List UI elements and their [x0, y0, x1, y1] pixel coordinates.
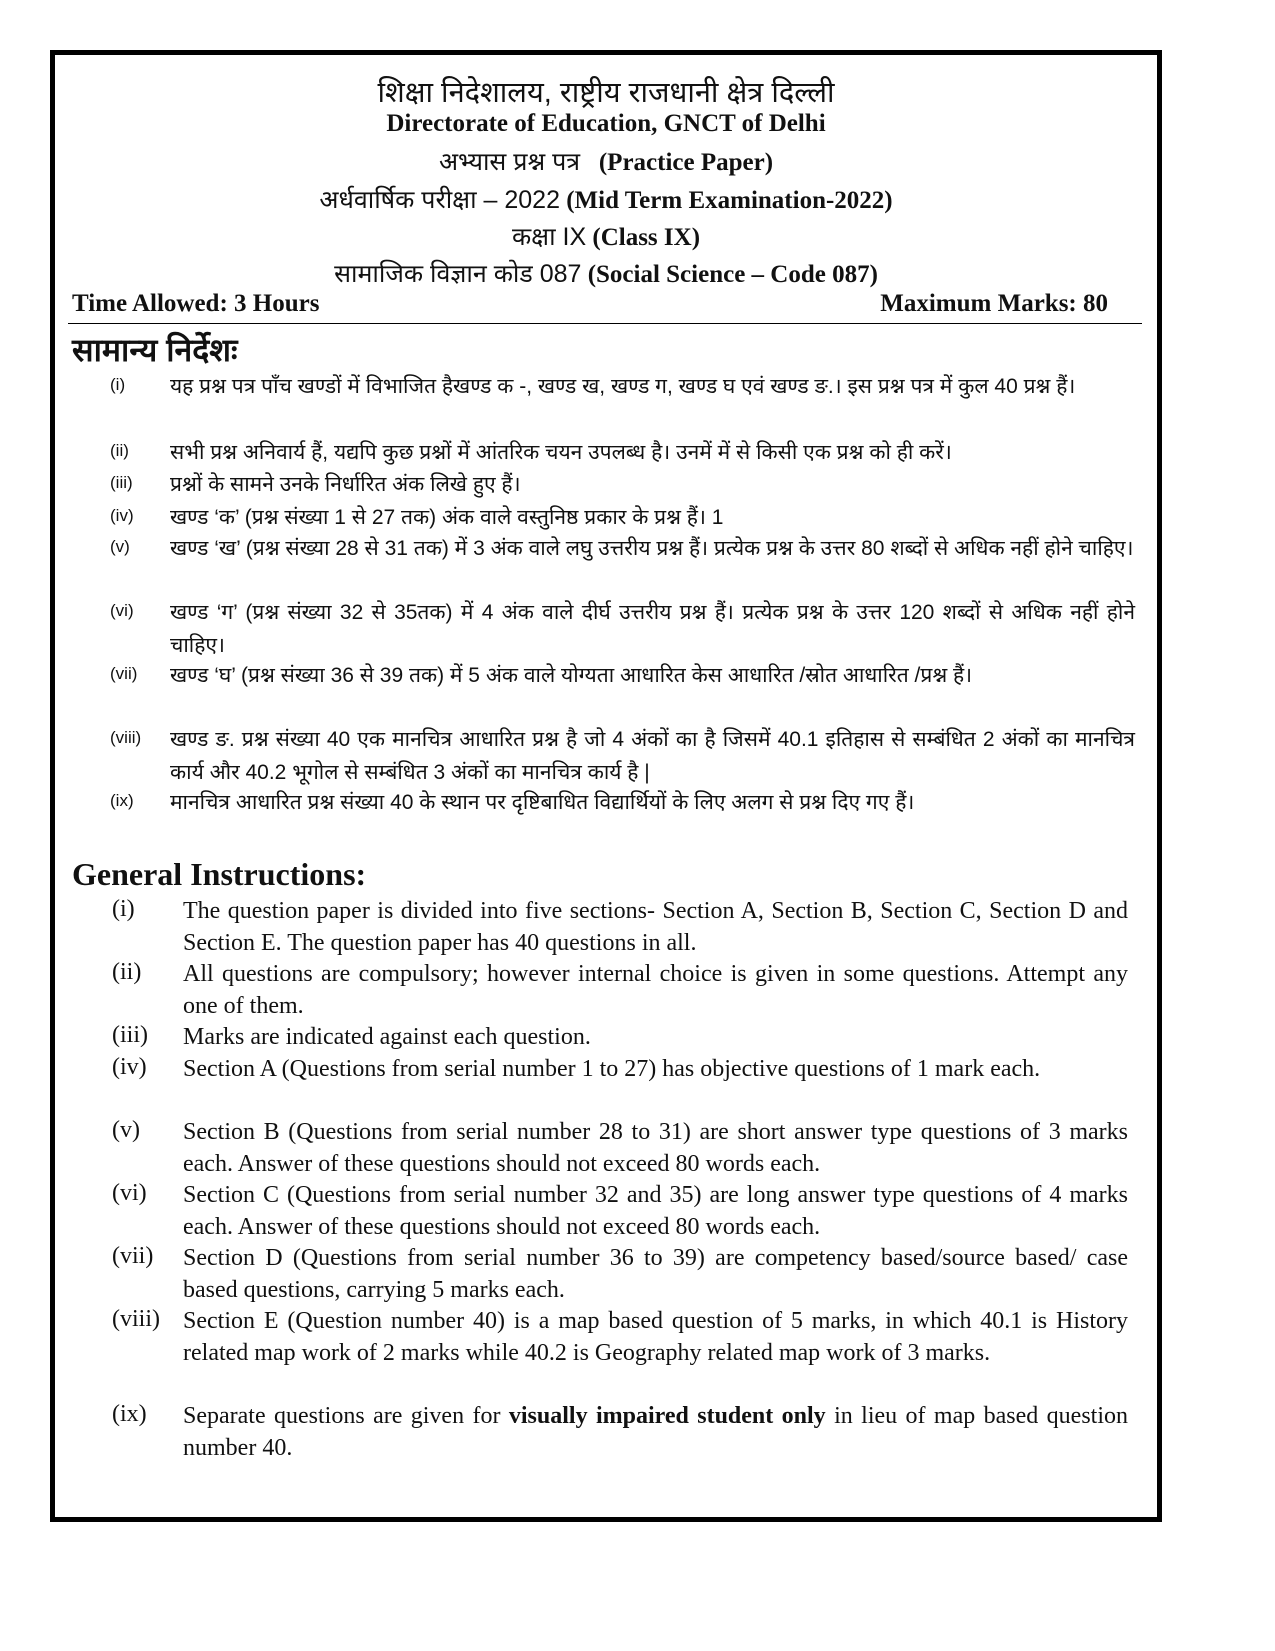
item-text: All questions are compulsory; however internal choice is given in some questions. Attempt any one of them.	[183, 961, 1128, 1019]
header-subject	[55, 256, 1157, 290]
exam-name-english: (Mid Term Examination-2022)	[566, 187, 893, 214]
item-text-after: in lieu of map based question number 40.	[183, 1403, 1128, 1461]
item-text: यह प्रश्न पत्र पाँच खण्डों में विभाजित हैखण्ड क -, खण्ड ख, खण्ड ग, खण्ड घ एवं खण्ड ङ.। इस प्रश्न पत्र में कुल 40 प्रश्न हैं।	[170, 375, 1076, 398]
item-text-before: Separate questions are given for	[183, 1403, 509, 1429]
item-number: (vi)	[112, 1180, 147, 1206]
item-number: (viii)	[110, 728, 142, 747]
item-text: मानचित्र आधारित प्रश्न संख्या 40 के स्थान पर दृष्टिबाधित विद्यार्थियों के लिए अलग से प्रश्न दिए गए हैं।	[170, 791, 915, 814]
item-number: (vi)	[110, 601, 134, 620]
item-number: (iv)	[110, 506, 134, 525]
item-text: Section B (Questions from serial number 28 to 31) are short answer type questions of 3 marks each. Answer of these questions should not exceed 80 words each.	[183, 1119, 1128, 1177]
practice-paper-hindi: अभ्यास प्रश्न पत्र	[438, 148, 581, 176]
item-text	[183, 1401, 1128, 1464]
item-text: Section A (Questions from serial number 1 to 27) has objective questions of 1 mark each.	[183, 1056, 1041, 1082]
item-number: (viii)	[112, 1306, 160, 1332]
item-number: (iii)	[112, 1022, 148, 1048]
item-number: (ix)	[110, 791, 134, 810]
subject-hindi: सामाजिक विज्ञान कोड 087	[334, 260, 582, 288]
header-exam-name	[55, 182, 1157, 216]
item-number: (iv)	[112, 1054, 147, 1080]
item-text: Section C (Questions from serial number 32 and 35) are long answer type questions of 4 marks each. Answer of these questions should not exceed 80 words each.	[183, 1182, 1128, 1240]
item-text: Section D (Questions from serial number 36 to 39) are competency based/source based/ case based questions, carrying 5 marks each.	[183, 1245, 1128, 1303]
item-number: (v)	[112, 1117, 140, 1143]
item-text: प्रश्नों के सामने उनके निर्धारित अंक लिखे हुए हैं।	[170, 473, 521, 496]
item-number: (ix)	[112, 1401, 147, 1427]
item-number: (ii)	[112, 959, 142, 985]
general-instructions-title: General Instructions:	[72, 856, 367, 892]
item-text: सभी प्रश्न अनिवार्य हैं, यद्यपि कुछ प्रश्नों में आंतरिक चयन उपलब्ध है। उनमें में से किसी एक प्रश्न को ही करें।	[170, 441, 952, 464]
item-number: (vii)	[112, 1243, 154, 1269]
header-divider	[68, 323, 1142, 324]
item-number: (i)	[112, 896, 135, 922]
item-text: Section E (Question number 40) is a map based question of 5 marks, in which 40.1 is History related map work of 2 marks while 40.2 is Geography related map work of 3 marks.	[183, 1308, 1128, 1366]
header-class	[55, 219, 1157, 253]
exam-meta-row	[72, 290, 1108, 320]
subject-english: (Social Science – Code 087)	[587, 261, 878, 288]
class-hindi: कक्षा IX	[511, 223, 587, 251]
header-hindi-directorate: शिक्षा निदेशालय, राष्ट्रीय राजधानी क्षेत्र दिल्ली	[377, 77, 835, 109]
item-text: खण्ड ‘ग’ (प्रश्न संख्या 32 से 35तक) में 4 अंक वाले दीर्घ उत्तरीय प्रश्न हैं। प्रत्येक प्रश्न के उत्तर 120 शब्दों से अधिक नहीं होने चाहिए।	[170, 601, 1135, 657]
item-number: (v)	[110, 537, 130, 556]
item-number: (ii)	[110, 441, 129, 460]
item-text: खण्ड ङ. प्रश्न संख्या 40 एक मानचित्र आधारित प्रश्न है जो 4 अंकों का है जिसमें 40.1 इतिहास से सम्बंधित 2 अंकों का मानचित्र कार्य और 40.2 भूगोल से सम्बंधित 3 अंकों का मानचित्र कार्य है |	[170, 728, 1135, 784]
item-text: खण्ड ‘क’ (प्रश्न संख्या 1 से 27 तक) अंक वाले वस्तुनिष्ठ प्रकार के प्रश्न हैं। 1	[170, 506, 724, 529]
header-practice-paper	[55, 144, 1157, 178]
practice-paper-english: (Practice Paper)	[598, 149, 774, 176]
maximum-marks: Maximum Marks: 80	[880, 290, 1108, 317]
item-number: (iii)	[110, 473, 133, 492]
time-allowed: Time Allowed: 3 Hours	[72, 290, 320, 317]
item-text-emphasis: visually impaired student only	[508, 1403, 826, 1429]
hindi-instructions-title: सामान्य निर्देशः	[72, 332, 238, 368]
class-english: (Class IX)	[592, 224, 701, 251]
item-text: खण्ड ‘घ’ (प्रश्न संख्या 36 से 39 तक) में 5 अंक वाले योग्यता आधारित केस आधारित /स्रोत आधारित /प्रश्न हैं।	[170, 664, 973, 687]
item-text: The question paper is divided into five sections- Section A, Section B, Section C, Section D and Section E. The question paper has 40 questions in all.	[183, 898, 1128, 956]
item-text: Marks are indicated against each question.	[183, 1024, 591, 1050]
item-number: (vii)	[110, 664, 138, 683]
item-text: खण्ड ‘ख’ (प्रश्न संख्या 28 से 31 तक) में 3 अंक वाले लघु उत्तरीय प्रश्न हैं। प्रत्येक प्रश्न के उत्तर 80 शब्दों से अधिक नहीं होने चाहिए।	[170, 537, 1134, 560]
header-english-directorate: Directorate of Education, GNCT of Delhi	[386, 110, 826, 137]
exam-name-hindi: अर्धवार्षिक परीक्षा – 2022	[319, 186, 560, 214]
item-number: (i)	[110, 375, 126, 394]
